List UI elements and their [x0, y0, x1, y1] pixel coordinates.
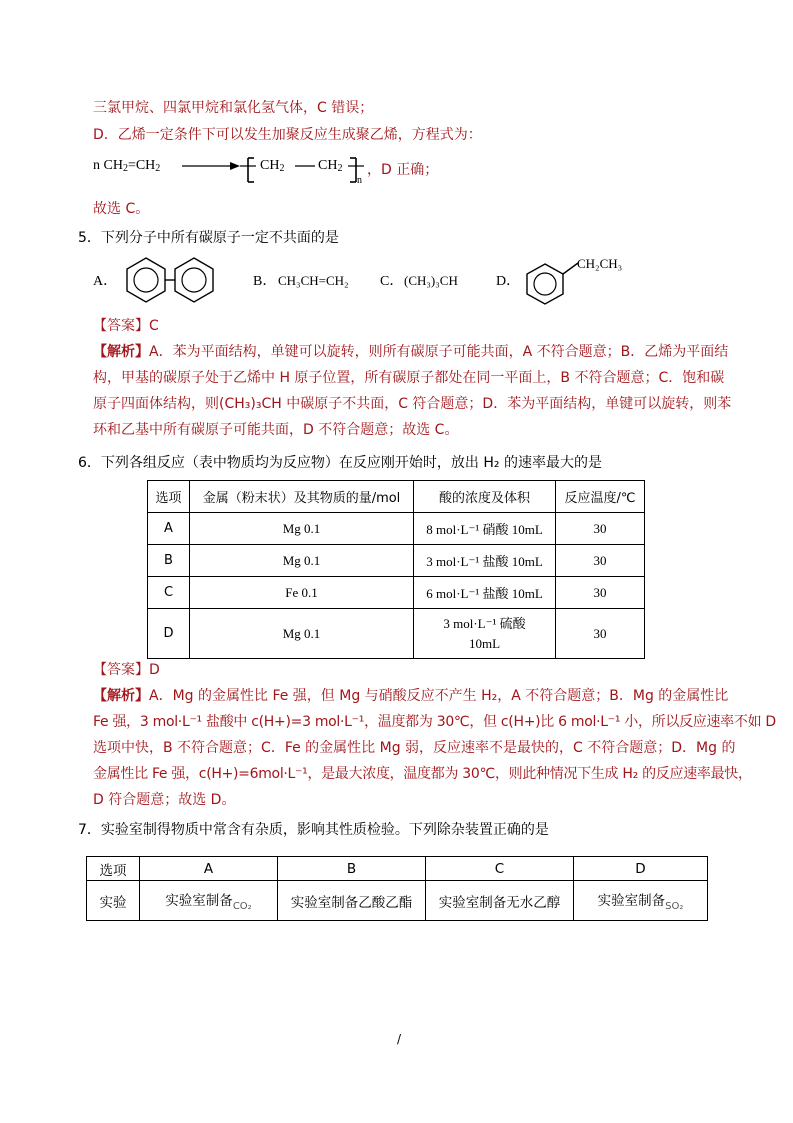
- q5-analysis: 【解析】A．苯为平面结构，单键可以旋转，则所有碳原子可能共面，A 不符合题意；B．乙烯为平面结 构，甲基的碳原子处于乙烯中 H 原子位置，所有碳原子都处在同一平面上，B 不符合题意；C．饱和碳 原子四面体结构，则(CH₃)₃CH 中碳原子不共面，C 符合题意；D．苯为平面结构，单键可以旋转，则苯 环和乙基中所有碳原子可能共面，D 不符合题意；故选 C。: [93, 344, 732, 438]
- q6-analysis: 【解析】A．Mg 的金属性比 Fe 强，但 Mg 与硝酸反应不产生 H₂，A 不符合题意；B．Mg 的金属性比 Fe 强，3 mol·L⁻¹ 盐酸中 c(H+)=3 mol·L⁻¹，温度都为 30℃，但 c(H+)比 6 mol·L⁻¹ 小，所以反应速率不如 D 选项中快，B 不符合题意；C．Fe 的金属性比 Mg 弱，反应速率不是最快的，C 不符合题意；D．Mg 的 金属性比 Fe 强，c(H+)=6mol·L⁻¹，是最大浓度，温度都为 30℃，则此种情况下生成 H₂ 的反应速率最快， D 符合题意；故选 D。: [93, 688, 776, 808]
- q6-stem: 6．下列各组反应（表中物质均为反应物）在反应刚开始时，放出 H₂ 的速率最大的是: [78, 455, 602, 471]
- table-row: [148, 609, 645, 659]
- biphenyl-structure: [118, 255, 222, 305]
- q6-cell-temp: 30: [556, 609, 645, 659]
- q7-cell-c: 实验室制备无水乙醇: [426, 881, 574, 921]
- table-row: [148, 513, 645, 545]
- q6-header-temp: 反应温度/℃: [556, 481, 645, 513]
- q6-header-option: 选项: [148, 481, 190, 513]
- table-row: [148, 545, 645, 577]
- q5-option-c-formula: (CH₃)₃CH: [404, 273, 458, 288]
- q6-answer: 【答案】D: [93, 662, 160, 678]
- q6-cell-option: A: [148, 513, 190, 545]
- q7-cell-a: 实验室制备$_{CO_2}$: [140, 881, 278, 921]
- q7-header-b: B: [278, 857, 426, 881]
- q5-option-c-label: C．: [380, 274, 404, 289]
- q6-table: [147, 480, 645, 659]
- q6-cell-option: D: [148, 609, 190, 659]
- q5-answer: 【答案】C: [93, 318, 159, 334]
- q5-option-b-formula: CH₃CH=CH₂: [278, 273, 349, 288]
- q5-option-d-label: D．: [496, 274, 521, 289]
- q7-table: [86, 856, 708, 921]
- q6-cell-metal: Mg 0.1: [190, 513, 414, 545]
- equation-unit-1: $CH_2$: [260, 158, 285, 174]
- q7-cell-d: 实验室制备$_{SO_2}$: [574, 881, 708, 921]
- q6-cell-acid: 6 mol·L⁻¹ 盐酸 10mL: [414, 577, 556, 609]
- q7-stem: 7．实验室制得物质中常含有杂质，影响其性质检验。下列除杂装置正确的是: [78, 822, 549, 838]
- equation-unit-2: $CH_2$: [318, 158, 343, 174]
- q7-cell-b: 实验室制备乙酸乙酯: [278, 881, 426, 921]
- q5-option-d-substituent: CH₂CH₃: [577, 256, 623, 271]
- q7-cell-label: 实验: [87, 881, 140, 921]
- q4-option-d-text: D．乙烯一定条件下可以发生加聚反应生成聚乙烯，方程式为：: [93, 127, 482, 143]
- q6-table-header-row: [148, 481, 645, 513]
- q6-cell-temp: 30: [556, 513, 645, 545]
- q5-option-b-label: B．: [253, 274, 277, 289]
- q4-choose: 故选 C。: [93, 201, 150, 217]
- q6-cell-option: C: [148, 577, 190, 609]
- q6-cell-metal: Mg 0.1: [190, 545, 414, 577]
- q7-header-a: A: [140, 857, 278, 881]
- q6-header-metal: 金属（粉末状）及其物质的量/mol: [190, 481, 414, 513]
- q6-cell-option: B: [148, 545, 190, 577]
- table-row: [87, 881, 708, 921]
- q7-header-option: 选项: [87, 857, 140, 881]
- q5-option-a-label: A．: [93, 274, 118, 289]
- equation-n-subscript: n: [357, 175, 362, 186]
- q4-d-correct: ，D 正确；: [367, 162, 439, 178]
- equation-reactant: n $CH_2=CH_2$: [93, 158, 161, 174]
- q6-cell-temp: 30: [556, 545, 645, 577]
- q7-table-header-row: [87, 857, 708, 881]
- q7-header-d: D: [574, 857, 708, 881]
- q6-cell-metal: Fe 0.1: [190, 577, 414, 609]
- q7-header-c: C: [426, 857, 574, 881]
- q6-header-acid: 酸的浓度及体积: [414, 481, 556, 513]
- ethylbenzene-structure: [522, 256, 582, 306]
- page-number: /: [397, 1032, 402, 1046]
- q6-cell-acid: 3 mol·L⁻¹ 盐酸 10mL: [414, 545, 556, 577]
- q4-option-c-text: 三氯甲烷、四氯甲烷和氯化氢气体，C 错误；: [93, 100, 374, 116]
- q6-cell-acid: 3 mol·L⁻¹ 硫酸 10mL: [414, 609, 556, 659]
- q6-cell-acid: 8 mol·L⁻¹ 硝酸 10mL: [414, 513, 556, 545]
- q6-cell-metal: Mg 0.1: [190, 609, 414, 659]
- table-row: [148, 577, 645, 609]
- q5-stem: 5．下列分子中所有碳原子一定不共面的是: [78, 230, 339, 246]
- q6-cell-temp: 30: [556, 577, 645, 609]
